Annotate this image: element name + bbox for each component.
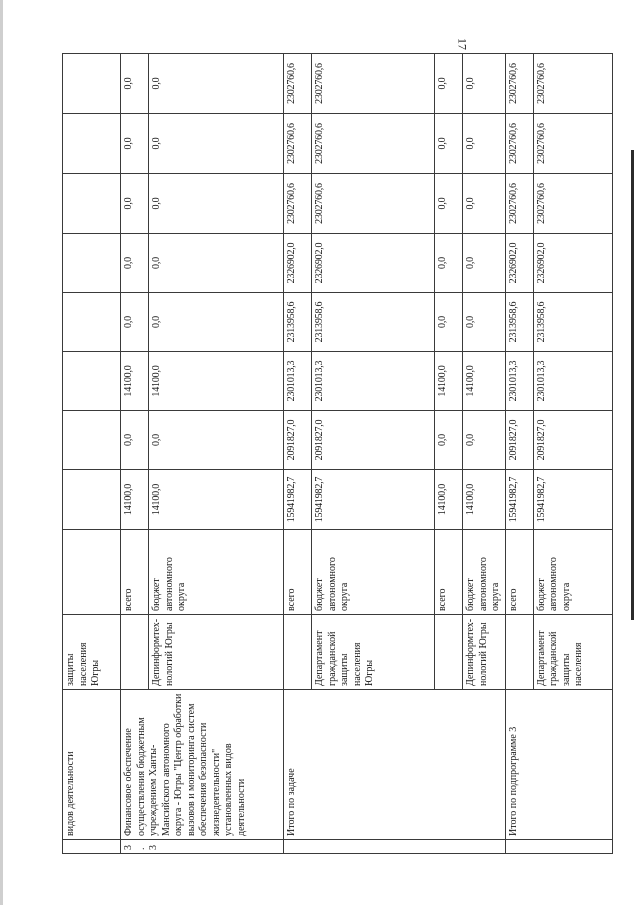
value-cell: 2302760,6 [284,114,312,174]
value-cell: 0,0 [121,114,149,174]
row-number: 3.3 [121,840,284,854]
value-cell: 0,0 [435,174,463,234]
value-cell: 0,0 [149,174,284,234]
value-cell: 2313958,6 [284,293,312,352]
executor-cell: Депинформтех-нологий Югры [463,615,506,690]
value-cell: 2302760,6 [505,174,533,234]
source-cell: всего [505,530,533,615]
executor-cell [121,615,149,690]
value-cell: 0,0 [121,411,149,470]
row-number [505,840,612,854]
budget-table [62,53,613,854]
value-cell: 0,0 [463,411,506,470]
value-cell: 0,0 [463,234,506,293]
value-cell: 2091827,0 [533,411,612,470]
value-cell: 0,0 [435,293,463,352]
value-cell: 0,0 [121,234,149,293]
source-cell: бюджет автономного округа [533,530,612,615]
value-cell: 14100,0 [435,470,463,530]
value-cell: 14100,0 [463,352,506,411]
table-row [505,54,533,854]
value-cell: 2302760,6 [533,54,612,114]
value-cell: 0,0 [435,234,463,293]
scan-edge-line [631,150,634,620]
value-cell: 2302760,6 [312,114,435,174]
executor-cell [435,615,463,690]
value-cell: 2302760,6 [505,114,533,174]
value-cell: 14100,0 [121,352,149,411]
value-cell: 2091827,0 [505,411,533,470]
value-cell: 0,0 [463,293,506,352]
value-cell: 2302760,6 [284,54,312,114]
activity-cell: Итого по задаче [284,690,506,840]
value-cell: 2313958,6 [533,293,612,352]
table-row [284,54,312,854]
row-number [284,840,506,854]
source-cell: всего [284,530,312,615]
source-cell: бюджет автономного округа [312,530,435,615]
value-cell: 0,0 [149,411,284,470]
rotated-table-container [62,54,584,854]
value-cell: 15941982,7 [533,470,612,530]
value-cell: 14100,0 [149,470,284,530]
value-cell: 2091827,0 [284,411,312,470]
value-cell: 0,0 [463,114,506,174]
activity-cell: Финансовое обеспечение осуществления бюджетным учреждением Ханты-Мансийского автономного округа - Югры "Центр обработки вызовов и мониторинга систем обеспечения безопасности жизнедеятельности" установленных видов деятельности [121,690,284,840]
source-cell: всего [435,530,463,615]
value-cell: 2091827,0 [312,411,435,470]
no-cell [63,840,121,854]
executor-cell [284,615,312,690]
value-cell: 2326902,0 [284,234,312,293]
value-cell: 0,0 [435,114,463,174]
value-cell: 2302760,6 [533,114,612,174]
value-cell: 14100,0 [121,470,149,530]
value-cell: 0,0 [149,114,284,174]
page-number: 17 [455,38,470,50]
value-cell: 0,0 [121,54,149,114]
executor-cell: Департамент гражданской защиты населения Югры [312,615,435,690]
value-cell: 14100,0 [149,352,284,411]
executor-cell: Департамент гражданской защиты населения [533,615,612,690]
value-cell: 0,0 [463,174,506,234]
source-cell: всего [121,530,149,615]
table-row [121,54,149,854]
value-cell: 2326902,0 [533,234,612,293]
scan-shadow [0,0,3,905]
value-cell: 0,0 [121,174,149,234]
value-cell: 2302760,6 [533,174,612,234]
value-cell: 15941982,7 [312,470,435,530]
executor-cell: Депинформтех-нологий Югры [149,615,284,690]
value-cell: 0,0 [149,234,284,293]
executor-header-cell: защиты населения Югры [63,615,121,690]
value-cell: 0,0 [463,54,506,114]
value-cell: 14100,0 [435,352,463,411]
value-cell: 2302760,6 [312,54,435,114]
value-cell: 2326902,0 [312,234,435,293]
value-cell: 2313958,6 [312,293,435,352]
value-cell: 15941982,7 [505,470,533,530]
value-cell: 2301013,3 [312,352,435,411]
value-cell: 0,0 [149,54,284,114]
value-cell: 2302760,6 [312,174,435,234]
value-cell: 14100,0 [463,470,506,530]
value-cell: 2302760,6 [505,54,533,114]
activity-header-cell: видов деятельности [63,690,121,840]
value-cell: 2301013,3 [533,352,612,411]
value-cell: 15941982,7 [284,470,312,530]
value-cell: 0,0 [149,293,284,352]
source-cell: бюджет автономного округа [463,530,506,615]
header-continuation-row [63,54,121,854]
value-cell: 2302760,6 [284,174,312,234]
source-header-cell [63,530,121,615]
executor-cell [505,615,533,690]
value-cell: 2301013,3 [284,352,312,411]
activity-cell: Итого по подпрограмме 3 [505,690,612,840]
value-cell: 2326902,0 [505,234,533,293]
value-cell: 0,0 [435,411,463,470]
source-cell: бюджет автономного округа [149,530,284,615]
value-cell: 0,0 [121,293,149,352]
value-cell: 0,0 [435,54,463,114]
value-cell: 2313958,6 [505,293,533,352]
value-cell: 2301013,3 [505,352,533,411]
